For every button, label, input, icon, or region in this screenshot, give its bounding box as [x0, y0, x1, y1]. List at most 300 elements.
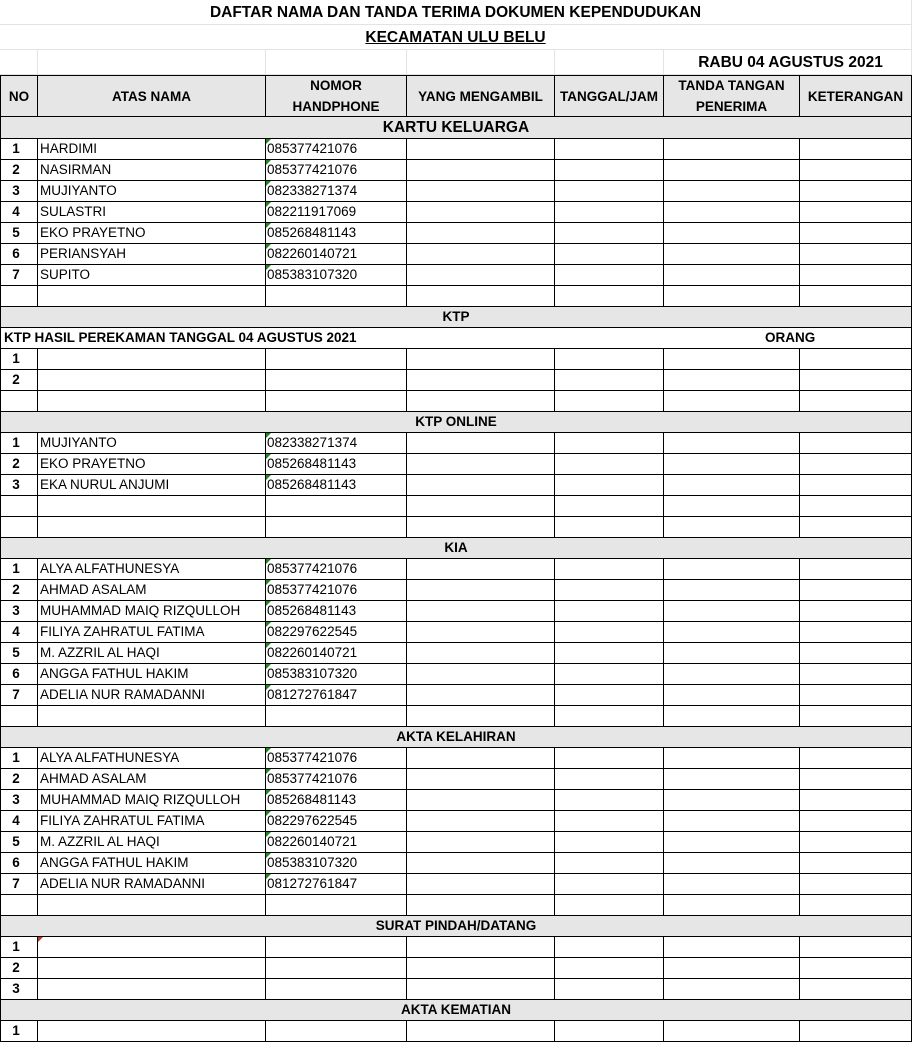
cell-datetime[interactable]: [555, 643, 664, 664]
cell-notes[interactable]: [800, 496, 912, 517]
cell-notes[interactable]: [800, 559, 912, 580]
cell-phone[interactable]: 085268481143: [266, 475, 407, 496]
cell-no[interactable]: 7: [0, 265, 38, 286]
cell-phone[interactable]: 082211917069: [266, 202, 407, 223]
table-row: [0, 958, 912, 979]
cell-no[interactable]: 3: [0, 790, 38, 811]
cell-taker[interactable]: [407, 265, 555, 286]
cell-name[interactable]: [38, 937, 266, 958]
cell-notes[interactable]: [800, 160, 912, 181]
cell-no[interactable]: 2: [0, 769, 38, 790]
cell-taker[interactable]: [407, 790, 555, 811]
cell-taker[interactable]: [407, 244, 555, 265]
cell-no[interactable]: [0, 391, 38, 412]
cell-datetime[interactable]: [555, 979, 664, 1000]
cell-name[interactable]: [38, 958, 266, 979]
cell-no[interactable]: 1: [0, 139, 38, 160]
cell-taker[interactable]: [407, 643, 555, 664]
cell-taker[interactable]: [407, 622, 555, 643]
cell-notes[interactable]: [800, 517, 912, 538]
cell-signature[interactable]: [664, 391, 800, 412]
cell-name[interactable]: [38, 286, 266, 307]
cell-no[interactable]: 3: [0, 979, 38, 1000]
cell-signature[interactable]: [664, 370, 800, 391]
cell-no[interactable]: [0, 706, 38, 727]
cell-no[interactable]: 5: [0, 832, 38, 853]
section-title[interactable]: KARTU KELUARGA: [0, 117, 912, 139]
cell-taker[interactable]: [407, 517, 555, 538]
cell-phone[interactable]: [266, 895, 407, 916]
empty-cell[interactable]: [266, 50, 407, 75]
cell-signature[interactable]: [664, 244, 800, 265]
cell-datetime[interactable]: [555, 748, 664, 769]
col-header-taker[interactable]: YANG MENGAMBIL: [407, 76, 555, 117]
cell-notes[interactable]: [800, 223, 912, 244]
cell-datetime[interactable]: [555, 958, 664, 979]
cell-signature[interactable]: [664, 433, 800, 454]
cell-name[interactable]: EKA NURUL ANJUMI: [38, 475, 266, 496]
cell-signature[interactable]: [664, 202, 800, 223]
cell-phone[interactable]: 085377421076: [266, 748, 407, 769]
table-row: [0, 202, 912, 223]
cell-taker[interactable]: [407, 685, 555, 706]
cell-signature[interactable]: [664, 853, 800, 874]
cell-datetime[interactable]: [555, 790, 664, 811]
cell-no[interactable]: 6: [0, 853, 38, 874]
section-title[interactable]: KIA: [0, 538, 912, 559]
cell-notes[interactable]: [800, 622, 912, 643]
col-header-signature[interactable]: TANDA TANGAN PENERIMA: [664, 76, 800, 117]
cell-name[interactable]: PERIANSYAH: [38, 244, 266, 265]
cell-taker[interactable]: [407, 1021, 555, 1042]
section-title[interactable]: AKTA KELAHIRAN: [0, 727, 912, 748]
cell-phone[interactable]: [266, 937, 407, 958]
table-row: [0, 979, 912, 1000]
cell-taker[interactable]: [407, 601, 555, 622]
cell-notes[interactable]: [800, 244, 912, 265]
cell-datetime[interactable]: [555, 202, 664, 223]
cell-no[interactable]: 4: [0, 202, 38, 223]
cell-name[interactable]: EKO PRAYETNO: [38, 454, 266, 475]
cell-notes[interactable]: [800, 874, 912, 895]
cell-notes[interactable]: [800, 748, 912, 769]
cell-datetime[interactable]: [555, 580, 664, 601]
cell-datetime[interactable]: [555, 559, 664, 580]
cell-datetime[interactable]: [555, 139, 664, 160]
cell-signature[interactable]: [664, 895, 800, 916]
cell-signature[interactable]: [664, 475, 800, 496]
section-title[interactable]: KTP ONLINE: [0, 412, 912, 433]
cell-no[interactable]: 1: [0, 1021, 38, 1042]
cell-phone[interactable]: [266, 496, 407, 517]
cell-taker[interactable]: [407, 433, 555, 454]
cell-notes[interactable]: [800, 202, 912, 223]
cell-signature[interactable]: [664, 622, 800, 643]
cell-signature[interactable]: [664, 790, 800, 811]
cell-no[interactable]: [0, 895, 38, 916]
cell-phone[interactable]: [266, 517, 407, 538]
cell-datetime[interactable]: [555, 769, 664, 790]
cell-no[interactable]: 3: [0, 475, 38, 496]
cell-datetime[interactable]: [555, 370, 664, 391]
document-title[interactable]: DAFTAR NAMA DAN TANDA TERIMA DOKUMEN KEPENDUDUKAN: [0, 0, 912, 25]
cell-datetime[interactable]: [555, 454, 664, 475]
section-header-row: [0, 538, 912, 559]
table-row: [0, 811, 912, 832]
cell-signature[interactable]: [664, 454, 800, 475]
cell-notes[interactable]: [800, 181, 912, 202]
cell-datetime[interactable]: [555, 622, 664, 643]
cell-no[interactable]: [0, 496, 38, 517]
cell-signature[interactable]: [664, 181, 800, 202]
cell-name[interactable]: FILIYA ZAHRATUL FATIMA: [38, 811, 266, 832]
cell-signature[interactable]: [664, 517, 800, 538]
cell-signature[interactable]: [664, 601, 800, 622]
cell-phone[interactable]: 082297622545: [266, 811, 407, 832]
cell-taker[interactable]: [407, 706, 555, 727]
cell-notes[interactable]: [800, 685, 912, 706]
cell-notes[interactable]: [800, 370, 912, 391]
empty-cell[interactable]: [407, 50, 555, 75]
cell-taker[interactable]: [407, 664, 555, 685]
cell-no[interactable]: 3: [0, 601, 38, 622]
cell-phone[interactable]: [266, 349, 407, 370]
cell-signature[interactable]: [664, 559, 800, 580]
cell-taker[interactable]: [407, 874, 555, 895]
cell-taker[interactable]: [407, 202, 555, 223]
cell-name[interactable]: MUJIYANTO: [38, 433, 266, 454]
cell-name[interactable]: ALYA ALFATHUNESYA: [38, 748, 266, 769]
cell-datetime[interactable]: [555, 391, 664, 412]
section-title[interactable]: SURAT PINDAH/DATANG: [0, 916, 912, 937]
cell-datetime[interactable]: [555, 664, 664, 685]
cell-signature[interactable]: [664, 643, 800, 664]
cell-taker[interactable]: [407, 559, 555, 580]
cell-notes[interactable]: [800, 937, 912, 958]
empty-cell[interactable]: [38, 50, 266, 75]
cell-signature[interactable]: [664, 580, 800, 601]
cell-notes[interactable]: [800, 664, 912, 685]
cell-notes[interactable]: [800, 349, 912, 370]
cell-signature[interactable]: [664, 496, 800, 517]
table-row: [0, 559, 912, 580]
cell-taker[interactable]: [407, 391, 555, 412]
subtitle-row: [0, 25, 912, 50]
table-row: [0, 853, 912, 874]
cell-name[interactable]: AHMAD ASALAM: [38, 769, 266, 790]
cell-notes[interactable]: [800, 286, 912, 307]
cell-signature[interactable]: [664, 937, 800, 958]
cell-phone[interactable]: 085377421076: [266, 139, 407, 160]
cell-signature[interactable]: [664, 664, 800, 685]
cell-phone[interactable]: 082297622545: [266, 622, 407, 643]
cell-phone[interactable]: 082338271374: [266, 433, 407, 454]
cell-phone[interactable]: 085383107320: [266, 265, 407, 286]
cell-no[interactable]: 3: [0, 181, 38, 202]
table-header: [0, 75, 912, 117]
cell-datetime[interactable]: [555, 160, 664, 181]
cell-datetime[interactable]: [555, 832, 664, 853]
cell-phone[interactable]: 085268481143: [266, 790, 407, 811]
cell-no[interactable]: 1: [0, 748, 38, 769]
cell-taker[interactable]: [407, 853, 555, 874]
cell-notes[interactable]: [800, 979, 912, 1000]
cell-name[interactable]: ANGGA FATHUL HAKIM: [38, 853, 266, 874]
cell-taker[interactable]: [407, 979, 555, 1000]
cell-name[interactable]: [38, 496, 266, 517]
cell-no[interactable]: 5: [0, 223, 38, 244]
table-row: [0, 706, 912, 727]
cell-phone[interactable]: 081272761847: [266, 685, 407, 706]
cell-taker[interactable]: [407, 349, 555, 370]
empty-cell[interactable]: [555, 50, 664, 75]
ktp-note-row: [0, 328, 912, 349]
cell-no[interactable]: 5: [0, 643, 38, 664]
table-body: [0, 117, 912, 1042]
cell-phone[interactable]: 085268481143: [266, 601, 407, 622]
table-row: [0, 223, 912, 244]
cell-taker[interactable]: [407, 139, 555, 160]
cell-signature[interactable]: [664, 979, 800, 1000]
cell-phone[interactable]: 082260140721: [266, 832, 407, 853]
cell-phone[interactable]: 082260140721: [266, 244, 407, 265]
cell-notes[interactable]: [800, 832, 912, 853]
cell-phone[interactable]: 082260140721: [266, 643, 407, 664]
cell-notes[interactable]: [800, 265, 912, 286]
table-row: [0, 937, 912, 958]
section-header-row: [0, 727, 912, 748]
cell-taker[interactable]: [407, 769, 555, 790]
cell-taker[interactable]: [407, 454, 555, 475]
cell-notes[interactable]: [800, 895, 912, 916]
cell-datetime[interactable]: [555, 853, 664, 874]
section-header-row: [0, 117, 912, 139]
cell-signature[interactable]: [664, 832, 800, 853]
cell-taker[interactable]: [407, 811, 555, 832]
cell-name[interactable]: [38, 370, 266, 391]
cell-datetime[interactable]: [555, 244, 664, 265]
cell-signature[interactable]: [664, 265, 800, 286]
cell-phone[interactable]: [266, 286, 407, 307]
cell-datetime[interactable]: [555, 895, 664, 916]
cell-datetime[interactable]: [555, 265, 664, 286]
cell-signature[interactable]: [664, 958, 800, 979]
cell-name[interactable]: FILIYA ZAHRATUL FATIMA: [38, 622, 266, 643]
cell-phone[interactable]: 085377421076: [266, 769, 407, 790]
table-row: [0, 643, 912, 664]
cell-datetime[interactable]: [555, 286, 664, 307]
cell-no[interactable]: 6: [0, 664, 38, 685]
section-header-row: [0, 916, 912, 937]
cell-name[interactable]: M. AZZRIL AL HAQI: [38, 643, 266, 664]
cell-notes[interactable]: [800, 433, 912, 454]
cell-signature[interactable]: [664, 286, 800, 307]
document-date[interactable]: RABU 04 AGUSTUS 2021: [664, 50, 912, 75]
cell-notes[interactable]: [800, 790, 912, 811]
cell-name[interactable]: EKO PRAYETNO: [38, 223, 266, 244]
cell-phone[interactable]: 085268481143: [266, 454, 407, 475]
cell-signature[interactable]: [664, 748, 800, 769]
cell-taker[interactable]: [407, 475, 555, 496]
cell-signature[interactable]: [664, 223, 800, 244]
cell-phone[interactable]: [266, 706, 407, 727]
cell-notes[interactable]: [800, 391, 912, 412]
cell-datetime[interactable]: [555, 601, 664, 622]
cell-name[interactable]: [38, 391, 266, 412]
cell-phone[interactable]: [266, 1021, 407, 1042]
cell-name[interactable]: [38, 979, 266, 1000]
cell-phone[interactable]: 085377421076: [266, 559, 407, 580]
cell-phone[interactable]: 081272761847: [266, 874, 407, 895]
cell-name[interactable]: [38, 349, 266, 370]
cell-taker[interactable]: [407, 958, 555, 979]
ktp-note[interactable]: [0, 328, 912, 349]
cell-taker[interactable]: [407, 223, 555, 244]
cell-no[interactable]: 7: [0, 685, 38, 706]
cell-phone[interactable]: 082338271374: [266, 181, 407, 202]
cell-no[interactable]: [0, 517, 38, 538]
cell-name[interactable]: MUHAMMAD MAIQ RIZQULLOH: [38, 601, 266, 622]
cell-no[interactable]: 4: [0, 811, 38, 832]
col-header-datetime[interactable]: TANGGAL/JAM: [555, 76, 664, 117]
section-header-row: [0, 307, 912, 328]
cell-taker[interactable]: [407, 937, 555, 958]
cell-name[interactable]: HARDIMI: [38, 139, 266, 160]
cell-datetime[interactable]: [555, 1021, 664, 1042]
section-title[interactable]: AKTA KEMATIAN: [0, 1000, 912, 1021]
cell-no[interactable]: 2: [0, 370, 38, 391]
cell-phone[interactable]: [266, 979, 407, 1000]
cell-signature[interactable]: [664, 685, 800, 706]
cell-name[interactable]: [38, 706, 266, 727]
cell-notes[interactable]: [800, 580, 912, 601]
cell-taker[interactable]: [407, 748, 555, 769]
cell-phone[interactable]: [266, 370, 407, 391]
cell-phone[interactable]: 085377421076: [266, 580, 407, 601]
cell-name[interactable]: ALYA ALFATHUNESYA: [38, 559, 266, 580]
cell-datetime[interactable]: [555, 496, 664, 517]
document-subtitle[interactable]: KECAMATAN ULU BELU: [0, 25, 912, 50]
cell-taker[interactable]: [407, 181, 555, 202]
cell-phone[interactable]: [266, 391, 407, 412]
col-header-name[interactable]: ATAS NAMA: [38, 76, 266, 117]
cell-name[interactable]: NASIRMAN: [38, 160, 266, 181]
cell-phone[interactable]: 085268481143: [266, 223, 407, 244]
cell-datetime[interactable]: [555, 349, 664, 370]
cell-phone[interactable]: [266, 958, 407, 979]
cell-no[interactable]: 2: [0, 160, 38, 181]
cell-name[interactable]: [38, 895, 266, 916]
section-header-row: [0, 412, 912, 433]
cell-no[interactable]: 2: [0, 580, 38, 601]
cell-signature[interactable]: [664, 1021, 800, 1042]
cell-taker[interactable]: [407, 370, 555, 391]
cell-taker[interactable]: [407, 580, 555, 601]
cell-datetime[interactable]: [555, 811, 664, 832]
cell-no[interactable]: 1: [0, 349, 38, 370]
cell-name[interactable]: ADELIA NUR RAMADANNI: [38, 874, 266, 895]
cell-notes[interactable]: [800, 1021, 912, 1042]
date-row: [0, 50, 912, 75]
section-title[interactable]: KTP: [0, 307, 912, 328]
cell-notes[interactable]: [800, 769, 912, 790]
cell-datetime[interactable]: [555, 181, 664, 202]
cell-signature[interactable]: [664, 349, 800, 370]
ktp-note-text: KTP HASIL PEREKAMAN TANGGAL 04 AGUSTUS 2021: [4, 330, 357, 345]
cell-name[interactable]: ADELIA NUR RAMADANNI: [38, 685, 266, 706]
col-header-phone[interactable]: NOMOR HANDPHONE: [266, 76, 407, 117]
cell-taker[interactable]: [407, 895, 555, 916]
cell-notes[interactable]: [800, 139, 912, 160]
cell-taker[interactable]: [407, 286, 555, 307]
cell-notes[interactable]: [800, 601, 912, 622]
empty-cell[interactable]: [0, 50, 38, 75]
cell-no[interactable]: 1: [0, 559, 38, 580]
cell-signature[interactable]: [664, 811, 800, 832]
cell-notes[interactable]: [800, 706, 912, 727]
cell-datetime[interactable]: [555, 706, 664, 727]
cell-notes[interactable]: [800, 958, 912, 979]
cell-notes[interactable]: [800, 475, 912, 496]
cell-taker[interactable]: [407, 160, 555, 181]
cell-signature[interactable]: [664, 706, 800, 727]
cell-no[interactable]: 7: [0, 874, 38, 895]
cell-name[interactable]: SUPITO: [38, 265, 266, 286]
cell-no[interactable]: 2: [0, 958, 38, 979]
cell-taker[interactable]: [407, 496, 555, 517]
cell-taker[interactable]: [407, 832, 555, 853]
cell-name[interactable]: MUJIYANTO: [38, 181, 266, 202]
cell-notes[interactable]: [800, 643, 912, 664]
cell-no[interactable]: 4: [0, 622, 38, 643]
cell-name[interactable]: AHMAD ASALAM: [38, 580, 266, 601]
table-row: [0, 139, 912, 160]
cell-name[interactable]: MUHAMMAD MAIQ RIZQULLOH: [38, 790, 266, 811]
cell-datetime[interactable]: [555, 223, 664, 244]
cell-name[interactable]: [38, 1021, 266, 1042]
cell-notes[interactable]: [800, 454, 912, 475]
cell-no[interactable]: 2: [0, 454, 38, 475]
cell-signature[interactable]: [664, 769, 800, 790]
cell-datetime[interactable]: [555, 517, 664, 538]
cell-no[interactable]: [0, 286, 38, 307]
cell-phone[interactable]: 085383107320: [266, 853, 407, 874]
cell-datetime[interactable]: [555, 433, 664, 454]
cell-no[interactable]: 1: [0, 433, 38, 454]
cell-name[interactable]: [38, 517, 266, 538]
cell-datetime[interactable]: [555, 937, 664, 958]
table-row: [0, 601, 912, 622]
cell-notes[interactable]: [800, 811, 912, 832]
cell-phone[interactable]: 085377421076: [266, 160, 407, 181]
cell-name[interactable]: M. AZZRIL AL HAQI: [38, 832, 266, 853]
cell-name[interactable]: ANGGA FATHUL HAKIM: [38, 664, 266, 685]
cell-datetime[interactable]: [555, 874, 664, 895]
cell-name[interactable]: SULASTRI: [38, 202, 266, 223]
cell-datetime[interactable]: [555, 685, 664, 706]
cell-phone[interactable]: 085383107320: [266, 664, 407, 685]
col-header-no[interactable]: NO: [0, 76, 38, 117]
cell-signature[interactable]: [664, 874, 800, 895]
cell-datetime[interactable]: [555, 475, 664, 496]
table-row: [0, 454, 912, 475]
cell-no[interactable]: 1: [0, 937, 38, 958]
cell-signature[interactable]: [664, 139, 800, 160]
cell-signature[interactable]: [664, 160, 800, 181]
col-header-notes[interactable]: KETERANGAN: [800, 76, 912, 117]
cell-notes[interactable]: [800, 853, 912, 874]
cell-no[interactable]: 6: [0, 244, 38, 265]
